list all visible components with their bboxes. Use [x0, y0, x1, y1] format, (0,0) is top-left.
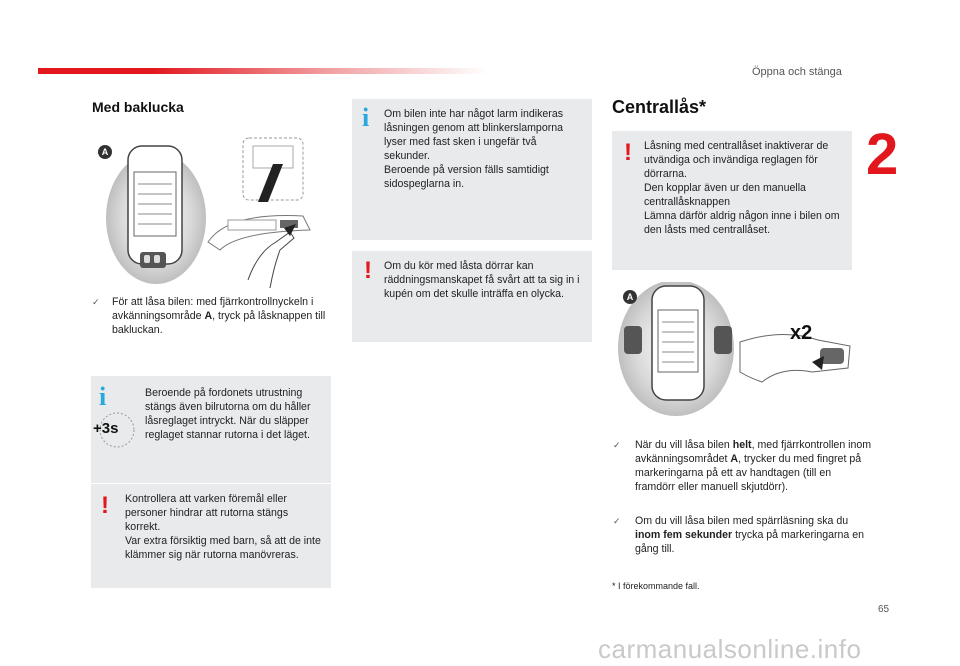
chapter-number: 2: [866, 122, 899, 187]
zone-a-badge: A: [98, 145, 112, 159]
info-box-windows-text: Beroende på fordonets utrustning stängs även bilrutorna om du håller låsreglaget intryckt. När du släpper reglaget stannar rutorna i det läget.: [145, 387, 311, 441]
warning-box-rescue: [352, 251, 592, 342]
right-section-title: Centrallås*: [612, 97, 707, 117]
section-title: Öppna och stänga: [752, 66, 842, 78]
info-icon: i: [99, 382, 107, 411]
header-red-bar: [38, 68, 488, 74]
warning-icon: !: [101, 492, 109, 519]
page-number: 65: [878, 604, 890, 615]
bullet-marker-icon: ✓: [92, 297, 100, 307]
car-top-view-illustration: [98, 132, 328, 290]
warning-box-windows: [91, 484, 331, 588]
warning-icon: !: [364, 257, 372, 284]
lock-illustration: [98, 132, 328, 290]
plus-3s-label: +3s: [93, 420, 119, 437]
watermark: carmanualsonline.info: [598, 634, 862, 664]
warning-box-rescue-text: Om du kör med låsta dörrar kan räddningsmanskapet få svårt att ta sig in i kupén om det skulle inträffa en olycka.: [384, 260, 580, 300]
bullet-marker-icon: ✓: [613, 516, 621, 526]
info-box-alarm: [352, 99, 592, 240]
central-lock-instruction-2: ✓ Om du vill låsa bilen med spärrläsning ska du inom fem sekunder trycka på markeringarna en gång till.: [613, 515, 865, 555]
left-section-title: Med baklucka: [92, 99, 184, 115]
bullet-marker-icon: ✓: [613, 440, 621, 450]
footnote: * I förekommande fall.: [612, 581, 700, 591]
press-twice-label: x2: [790, 322, 813, 344]
central-lock-instruction-1: ✓ När du vill låsa bilen helt, med fjärrkontrollen inom avkänningsområdet A, trycker du med fingret på markeringarna på ett av handtagen (till en framdörr eller manuell skjutdörr).: [613, 439, 872, 493]
central-lock-illustration: [612, 282, 856, 424]
zone-a-badge: A: [623, 290, 637, 304]
car-zone-illustration: [612, 282, 856, 424]
warning-box-windows-text: Kontrollera att varken föremål eller personer hindrar att rutorna stängs korrekt. Var extra försiktig med barn, så att de inte klämmer sig när rutorna manövreras.: [125, 493, 321, 561]
warning-box-central-lock: [612, 131, 852, 270]
warning-box-central-lock-text: Låsning med centrallåset inaktiverar de utvändiga och invändiga reglagen för dörrarna. Den kopplar även ur den manuella centrallåsknappen Lämna därför aldrig någon inne i bilen om den låsts med centrallåset.: [644, 140, 840, 236]
info-box-alarm-text: Om bilen inte har något larm indikeras låsningen genom att blinkerslamporna lyser med fast sken i ungefär två sekunder. Beroende på version fälls samtidigt sidospeglarna in.: [384, 108, 564, 190]
warning-icon: !: [624, 139, 632, 166]
info-icon: i: [362, 103, 370, 132]
lock-instruction: ✓ För att låsa bilen: med fjärrkontrollnyckeln i avkänningsområde A, tryck på låsknappen till bakluckan.: [92, 296, 326, 336]
info-box-windows: [91, 376, 331, 483]
